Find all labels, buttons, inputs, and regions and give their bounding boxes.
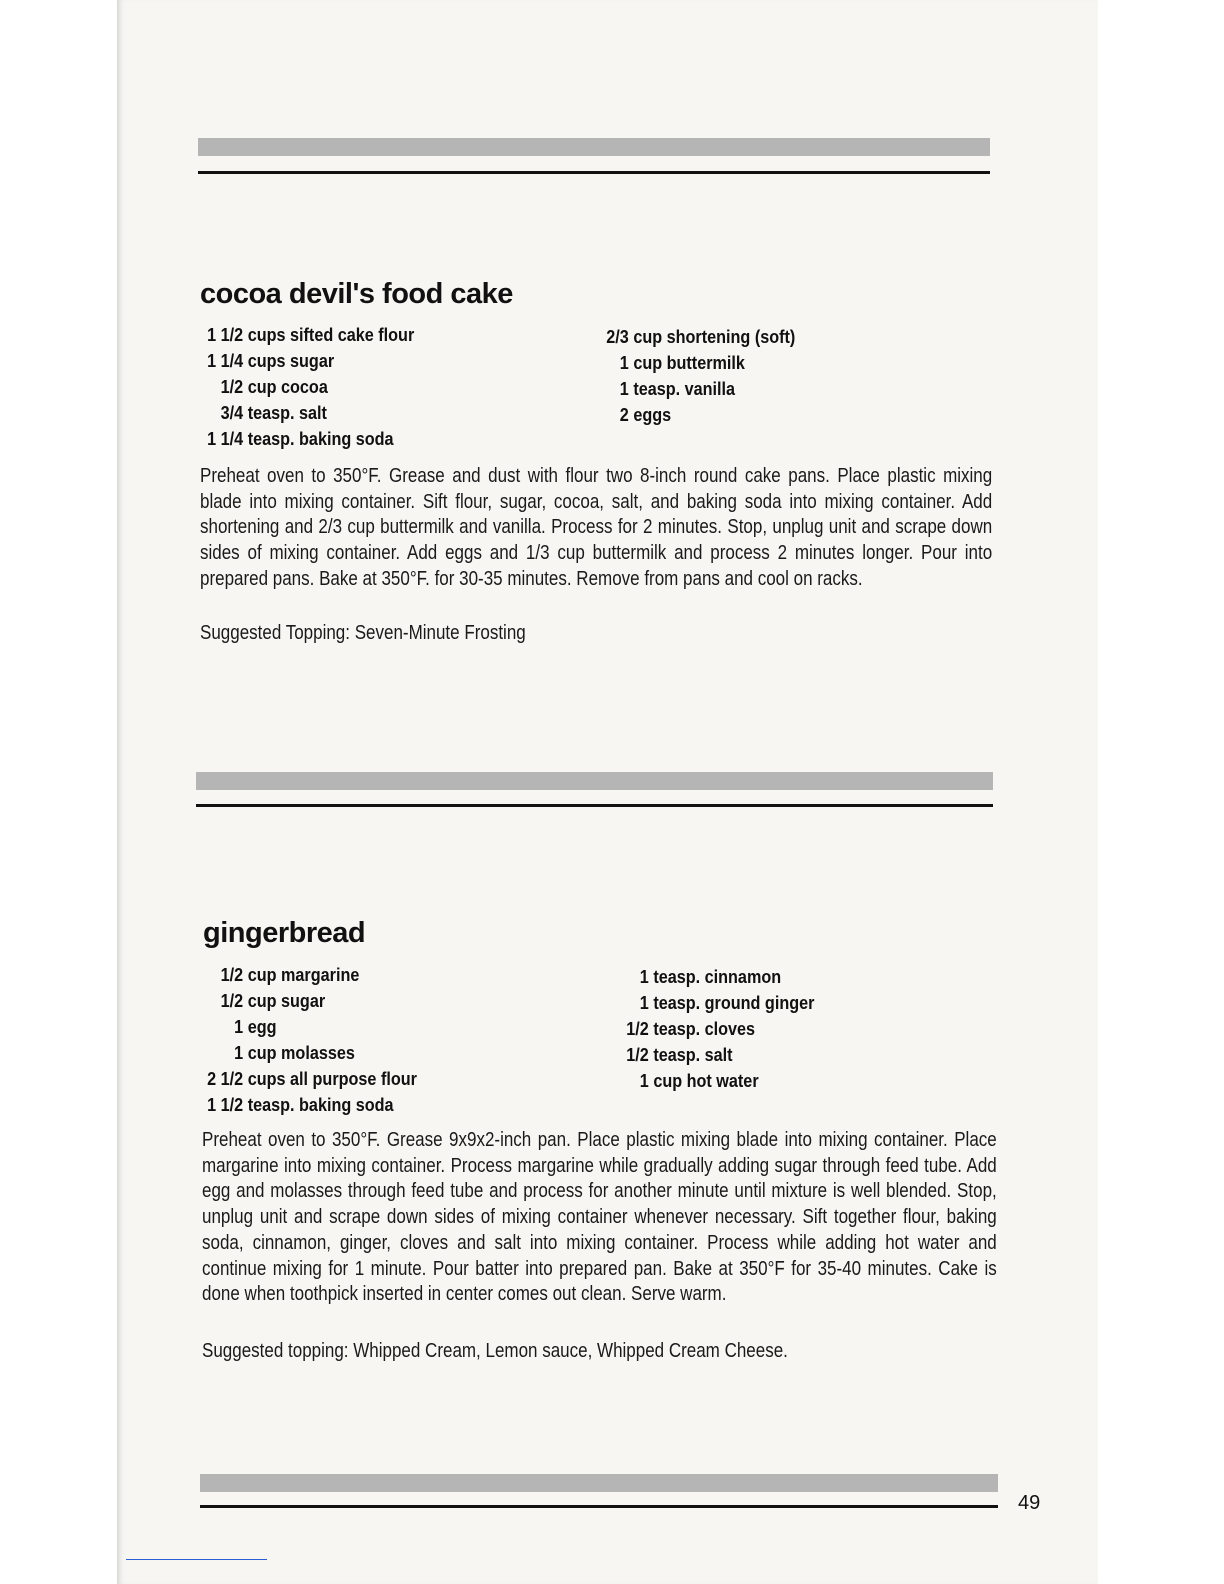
ingredient-item: 1/2 cup cocoa [220, 377, 328, 397]
section-black-rule [200, 1505, 998, 1508]
ingredient-item: 2/3 cup shortening (soft) [606, 327, 796, 347]
recipe-title: cocoa devil's food cake [200, 278, 513, 310]
scan-artifact-line [126, 1559, 267, 1560]
ingredient-item: 1 cup buttermilk [619, 353, 745, 373]
ingredient-item: 1 1/4 teasp. baking soda [207, 429, 394, 449]
section-black-rule [196, 804, 993, 807]
section-black-rule [198, 171, 990, 174]
suggested-topping: Suggested Topping: Seven-Minute Frosting [200, 622, 526, 644]
ingredient-item: 1 egg [234, 1017, 277, 1037]
ingredient-list-left [200, 962, 417, 1118]
ingredient-item: 1 cup molasses [234, 1043, 355, 1063]
suggested-topping: Suggested topping: Whipped Cream, Lemon sauce, Whipped Cream Cheese. [202, 1340, 788, 1362]
section-gray-band [198, 138, 990, 156]
recipe-instructions: Preheat oven to 350°F. Grease 9x9x2-inch pan. Place plastic mixing blade into mixing container. Place margarine into mixing container. Process margarine while gradually adding sugar through feed tube. Add egg and molasses through feed tube and process for another minute until mixture is well blended. Stop, unplug unit and scrape down sides of mixing container whenever necessary. Sift together flour, baking soda, cinnamon, ginger, cloves and salt into mixing container. Process while adding hot water and continue mixing for 1 minute. Pour batter into prepared pan. Bake at 350°F for 35-40 minutes. Cake is done when toothpick inserted in center comes out clean. Serve warm. [202, 1129, 997, 1306]
ingredient-list-left [200, 322, 414, 452]
section-gray-band [200, 1474, 998, 1492]
recipe-instructions: Preheat oven to 350°F. Grease and dust with flour two 8-inch round cake pans. Place plastic mixing blade into mixing container. Sift flour, sugar, cocoa, salt, and baking soda into mixing container. Add shortening and 2/3 cup buttermilk and vanilla. Process for 2 minutes. Stop, unplug unit and scrape down sides of mixing container. Add eggs and 1/3 cup buttermilk and process 2 minutes longer. Pour into prepared pans. Bake at 350°F. for 30-35 minutes. Remove from pans and cool on racks. [200, 465, 993, 590]
ingredient-item: 1/2 cup margarine [220, 965, 360, 985]
ingredient-item: 2 eggs [619, 405, 672, 425]
ingredient-item: 1/2 teasp. salt [626, 1045, 733, 1065]
ingredient-list-right [620, 964, 814, 1094]
ingredient-item: 1 teasp. vanilla [619, 379, 736, 399]
ingredient-item: 1 1/4 cups sugar [207, 351, 335, 371]
ingredient-item: 1/2 teasp. cloves [626, 1019, 756, 1039]
recipe-title: gingerbread [203, 917, 366, 949]
ingredient-list-right [600, 324, 795, 428]
section-gray-band [196, 772, 993, 790]
ingredient-item: 1 teasp. cinnamon [639, 967, 782, 987]
ingredient-item: 1 1/2 teasp. baking soda [207, 1095, 394, 1115]
ingredient-item: 2 1/2 cups all purpose flour [207, 1069, 417, 1089]
page-number: 49 [1018, 1492, 1041, 1514]
ingredient-item: 1 teasp. ground ginger [639, 993, 815, 1013]
ingredient-item: 1 1/2 cups sifted cake flour [207, 325, 415, 345]
ingredient-item: 3/4 teasp. salt [220, 403, 327, 423]
ingredient-item: 1 cup hot water [639, 1071, 759, 1091]
ingredient-item: 1/2 cup sugar [220, 991, 326, 1011]
